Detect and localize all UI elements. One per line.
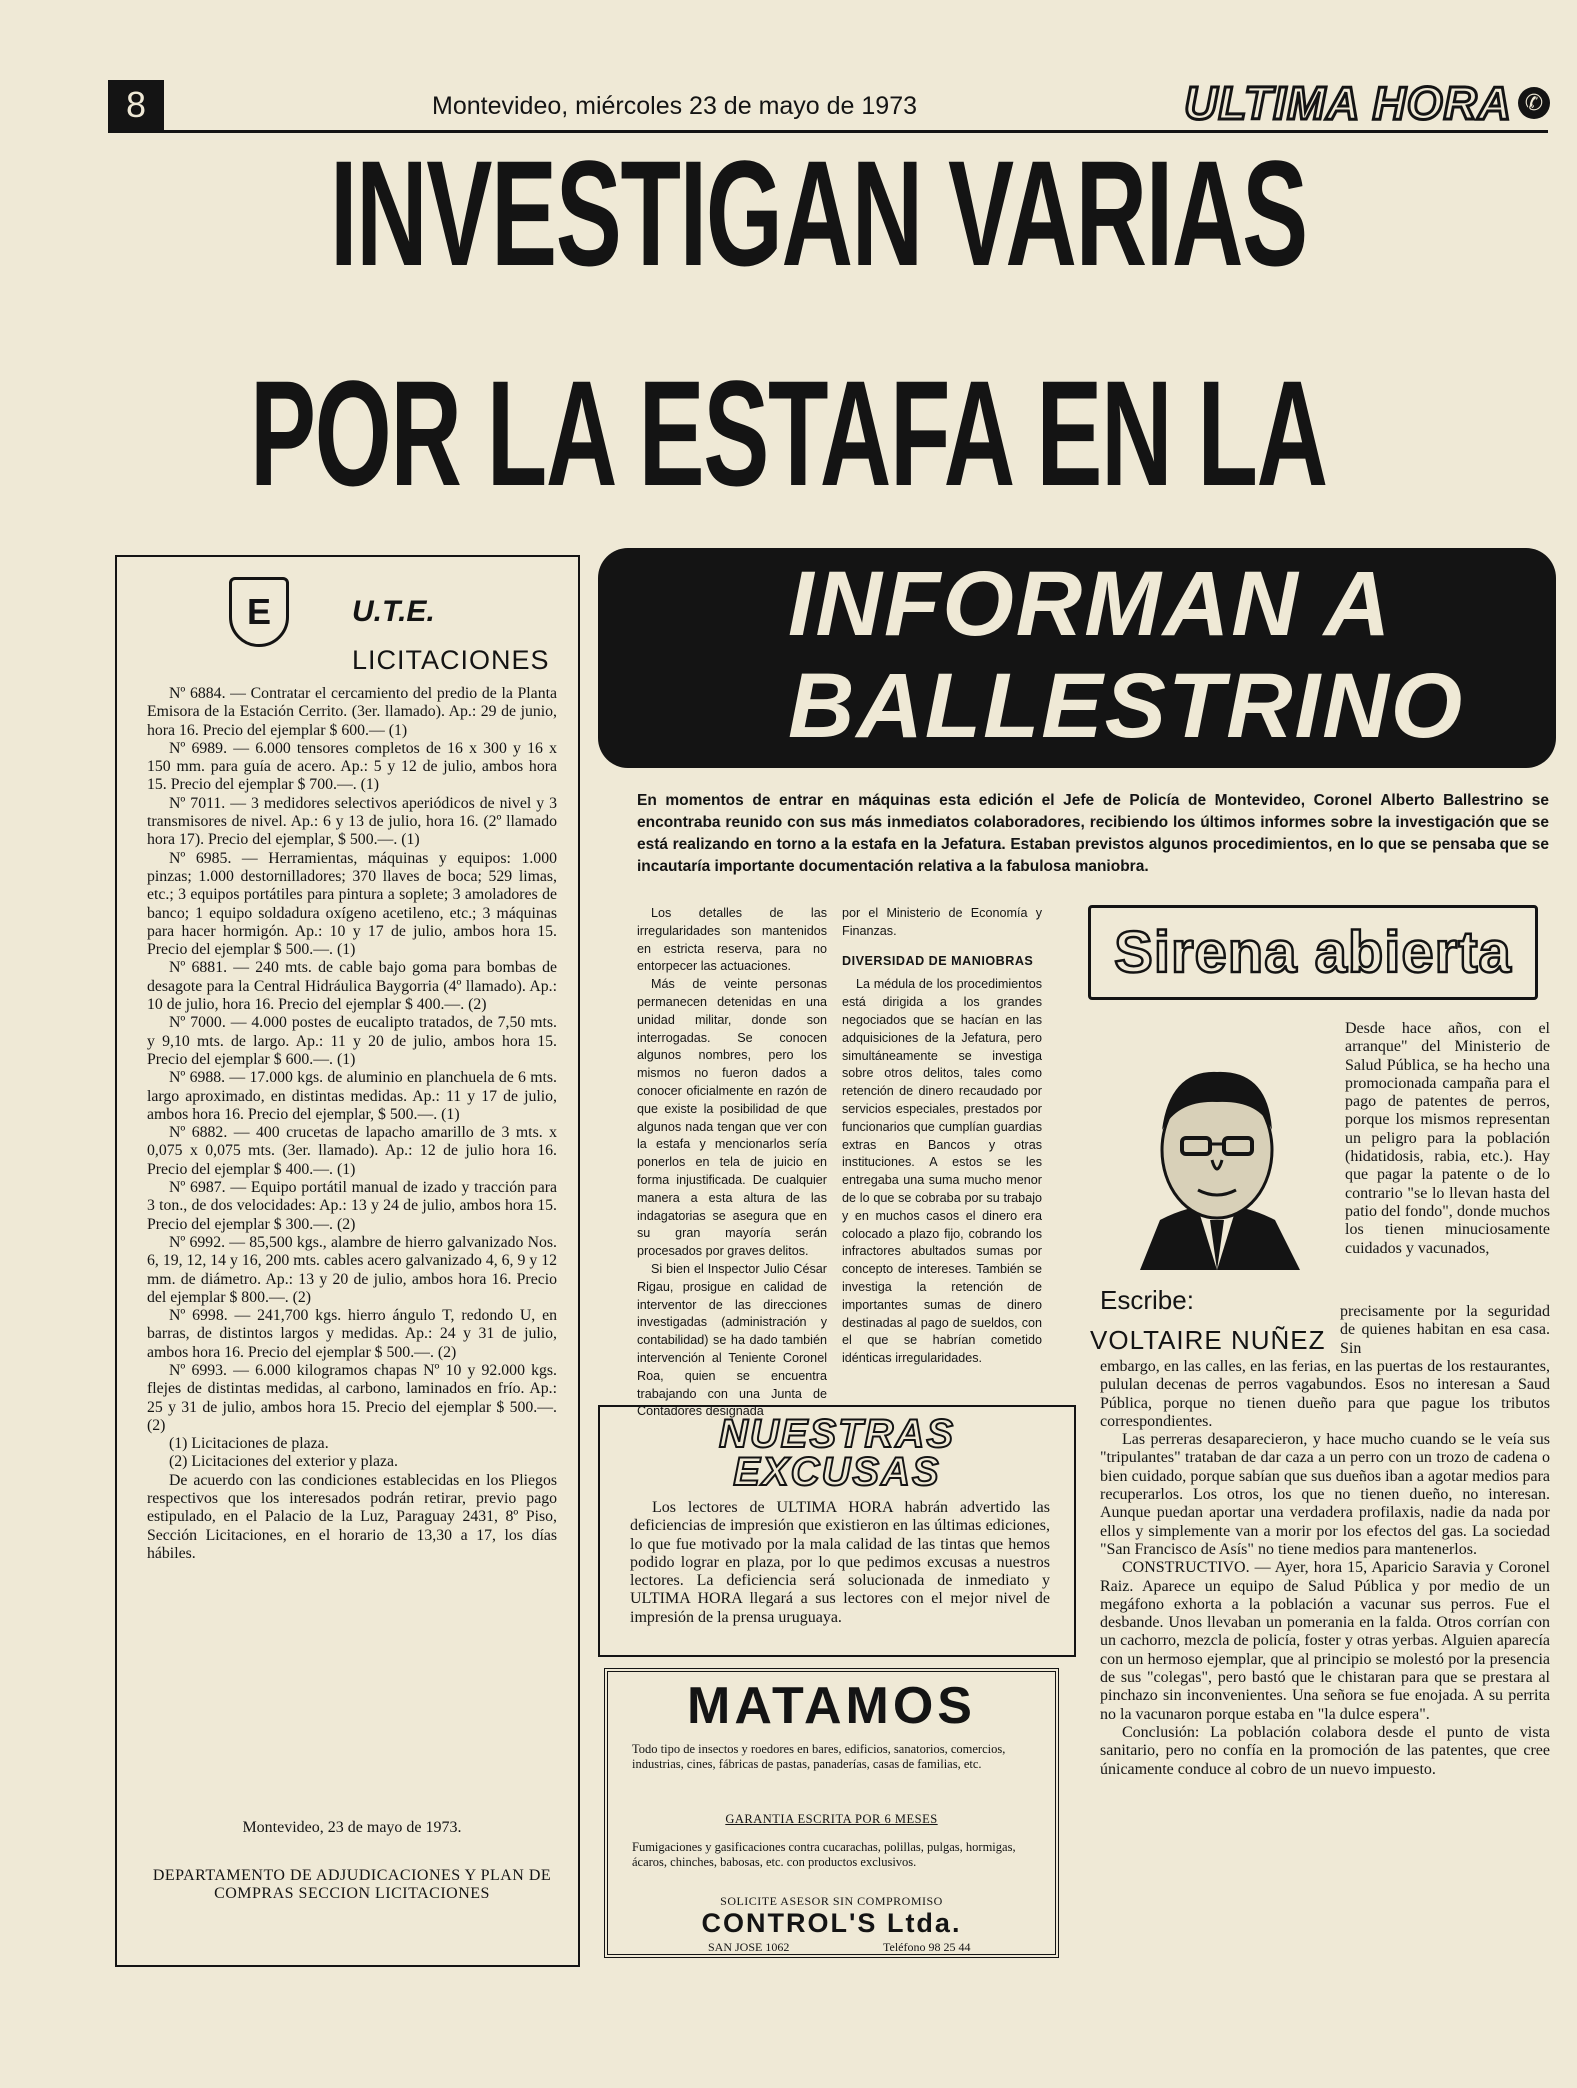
excusas-title-line-2: EXCUSAS (733, 1450, 941, 1494)
ute-item: Nº 7011. — 3 medidores selectivos aperiódicos de nivel y 3 transmisores de nivel. Ap.: 6 y 13 de julio, hora 16. (2º llamado hora 17). Precio del ejemplar, $ 500.—. (1) (147, 794, 557, 849)
ute-item: Nº 6998. — 241,700 kgs. hierro ángulo T, redondo U, en barras, de distintos largos y medidas. Ap.: 24 y 31 de julio, ambos hora 16. Precio del ejemplar $ 500.—. (2) (147, 1307, 557, 1361)
masthead (1165, 78, 1550, 128)
headline-line-2: POR LA ESTAFA EN LA (250, 349, 1327, 513)
article-paragraph: Las perreras desaparecieron, y hace mucho cuando se le veía sus "tripulantes" trataban de dar caza a un perro con un trozo de cadena o bien cuidado, porque sabían que sus dueños iban a agotar medios para recuperarlos. Los otros, los que no tienen dueño, no interesan. Aunque puedan aportar una verdadera profilaxis, nadie da nada por ellos y simplemente van a morir por los efectos del gas. La sociedad "San Francisco de Asís" no tiene medios para mantenerlos. (1100, 1431, 1550, 1558)
article-paragraph: CONSTRUCTIVO. — Ayer, hora 15, Aparicio Saravia y Coronel Raiz. Aparece un equipo de Salud Pública y por medio de un megáfono exhorta a la población a vacunar sus perros. Fue el desbande. Unos llevaban un pomerania en la falda. Otros corrían con un cachorro, mezcla de policía, foster y otras yerbas. Alguien aparecía con un hermoso ejemplar, que al principio se molestó por la presencia de sus "colegas", pero bastó que le chistaran para que se prestara al pinchazo sin inconvenientes. Una señora se fue enojada. A su perrita no la vacunaron porque estaba en "la dulce espera". (1100, 1559, 1550, 1723)
informan-lead: En momentos de entrar en máquinas esta edición el Jefe de Policía de Montevideo, Coronel Alberto Ballestrino se encontraba reunido con sus más inmediatos colaboradores, recibiendo los últimos informes sobre la investigación que se está realizando en torno a la estafa en la Jefatura. Estaban previstos algunos procedimientos, en lo que se pensaba que se incautaría importante documentación relativa a la fabulosa maniobra. (637, 792, 1549, 875)
sirena-intro-text: Desde hace años, con el arranque" del Ministerio de Salud Pública, se ha hecho una promocionada campaña para el pago de patentes de perros, porque los mismos representan un peligro para la población (hidatidosis, rabia, etc.). Hay que pagar la patente o de lo contrario "se lo llevan hasta del patio del fondo", donde muchos los tienen minuciosamente cuidados y vacunados, (1345, 1020, 1550, 1257)
ute-note: (1) Licitaciones de plaza. (169, 1435, 329, 1453)
ute-department: DEPARTAMENTO DE ADJUDICACIONES Y PLAN DE COMPRAS SECCION LICITACIONES (152, 1867, 552, 1902)
masthead-emblem-icon: ✆ (1518, 87, 1550, 119)
ad-guarantee: GARANTIA ESCRITA POR 6 MESES (725, 1812, 938, 1826)
excusas-title (600, 1412, 1074, 1494)
header-rule (108, 130, 1548, 133)
article-paragraph: por el Ministerio de Economía y Finanzas. (842, 906, 1042, 938)
dateline: Montevideo, miércoles 23 de mayo de 1973 (432, 92, 918, 120)
ute-item: Nº 6884. — Contratar el cercamiento del predio de la Planta Emisora de la Estación Cerrito. (3er. llamado). Ap.: 29 de junio, hora 16. Precio del ejemplar $ 600.— (1) (147, 685, 557, 739)
ute-item: Nº 6987. — Equipo portátil manual de izado y tracción para 3 ton., de dos velocidades: Ap.: 13 y 24 de julio, ambos hora 15. Precio del ejemplar $ 300.—. (2) (147, 1179, 557, 1233)
article-paragraph: Si bien el Inspector Julio César Rigau, prosigue en calidad de interventor de las direcciones investigadas (administración y contabilidad) se ha dado también intervención al Teniente Coronel Roa, quien se encuentra trabajando con una Junta de Contadores designada (637, 1261, 827, 1419)
main-headline (250, 138, 1550, 513)
matamos-ad (604, 1668, 1059, 1958)
ad-title: MATAMOS (687, 1677, 976, 1735)
article-paragraph: Los lectores de ULTIMA HORA habrán advertido las deficiencias de impresión que existieron en las últimas ediciones, lo que fue motivado por la mala calidad de las tintas que hemos podido lograr en plaza, por lo que pedimos excusas a nuestros lectores. La deficiencia será solucionada de inmediato y ULTIMA HORA llegará a sus lectores con el mejor nivel de impresión de la prensa uruguaya. (630, 1499, 1050, 1626)
ad-fumigation: Fumigaciones y gasificaciones contra cucarachas, polillas, pulgas, hormigas, ácaros, chinches, babosas, etc. con productos exclusivos. (632, 1840, 1016, 1869)
ute-item: Nº 6985. — Herramientas, máquinas y equipos: 1.000 pinzas; 1.000 destornilladores; 370 llaves de boca; 529 limas, etc.; 3 equipos portátiles para pintura a soplete; 3 amoladores de banco; 1 equipo soldadura oxígeno acetileno, etc.; 3 máquinas para hacer hormigón. Ap.: 10 y 17 de julio, ambos hora 15. Precio del ejemplar $ 500.—. (1) (147, 849, 557, 959)
nuestras-excusas-box (598, 1405, 1076, 1657)
sirena-wrap-text: precisamente por la seguridad de quienes habitan en esa casa. Sin (1340, 1303, 1550, 1357)
article-subhead: DIVERSIDAD DE MANIOBRAS (842, 953, 1034, 968)
page-number: 8 (108, 80, 164, 130)
informan-line-1: INFORMAN A (788, 553, 1393, 655)
masthead-logo-text: ULTIMA HORA (1184, 77, 1512, 129)
ute-item: Nº 6881. — 240 mts. de cable bajo goma para bombas de desagote para la Central Hidráulica Baygorria (4º llamado). Ap.: 10 de julio, hora 16. Precio del ejemplar $ 400.—. (2) (147, 959, 557, 1014)
excusas-title-line-1: NUESTRAS (718, 1412, 956, 1456)
ute-logo-icon: E (229, 577, 289, 647)
ute-note: (2) Licitaciones del exterior y plaza. (169, 1453, 398, 1471)
ute-date: Montevideo, 23 de mayo de 1973. (242, 1819, 462, 1836)
article-paragraph: Más de veinte personas permanecen detenidas en una unidad militar, donde son interrogadas. Se conocen algunos nombres, pero los mismos no fueron dados a conocer oficialmente en razón de que existe la posibilidad de que algunos nada tengan que ver con la estafa y mencionarlos sería ponerlos en tela de juicio en forma injustificada. De cualquier manera a esta altura de las indagatorias se asegura que en su gran mayoría serán procesados por graves delitos. (637, 977, 827, 1259)
excusas-body (630, 1499, 1050, 1627)
ad-company: CONTROL'S Ltda. (701, 1908, 962, 1938)
sirena-abierta-title-box (1088, 905, 1538, 1000)
byline-author: VOLTAIRE NUÑEZ (1090, 1325, 1326, 1355)
article-paragraph: embargo, en las calles, en las ferias, en las puertas de los restaurantes, pululan decenas de perros vagabundos. Esos no interesan a Saud Pública, porque no tienen dueño para que pague los tributos correspondientes. (1100, 1358, 1550, 1430)
informan-column-2 (842, 905, 1042, 1368)
ute-conditions: De acuerdo con las condiciones establecidas en los Pliegos respectivos que los interesados podrán retirar, previo pago estipulado, en el Palacio de la Luz, Paraguay 2431, 8º Piso, Sección Licitaciones, en el horario de 13,30 a 17, los días hábiles. (147, 1471, 557, 1562)
ad-address: SAN JOSE 1062 (708, 1940, 790, 1954)
ute-title: U.T.E. (352, 595, 435, 628)
ute-item: Nº 7000. — 4.000 postes de eucalipto tratados, de 7,50 mts. y 9,10 mts. de largo. Ap.: 11 y 20 de julio, ambos hora 15. Precio del ejemplar $ 600.—. (1) (147, 1014, 557, 1068)
ute-item: Nº 6992. — 85,500 kgs., alambre de hierro galvanizado Nos. 6, 19, 12, 14 y 16, 200 mts. cables acero galvanizado 4, 6, 9 y 12 mm. de diámetro. Ap.: 13 y 20 de julio, ambos hora 16. Precio del ejemplar $ 800.—. (2) (147, 1233, 557, 1306)
article-paragraph: La médula de los procedimientos está dirigida a los grandes negociados que se hacían en las adquisiciones de la Jefatura, pero simultáneamente se investiga sobre otros delitos, tales como retención de dinero recaudado por servicios especiales, prestados por funcionarios que cumplían guardias extras en Bancos y otras instituciones. A estos se les entregaba una suma mucho menor de lo que se cobraba por su trabajo y en muchos casos el dinero era colocado a plazo fijo, cobrando los infractores abultados sumas por concepto de intereses. También se investiga la retención de importantes sumas de dinero destinadas al pago de sueldos, con el que se habrían cometido idénticas irregularidades. (842, 977, 1042, 1366)
informan-line-2: BALLESTRINO (788, 655, 1465, 757)
ute-subtitle: LICITACIONES (352, 645, 550, 675)
ute-licitaciones-ad (115, 555, 580, 1967)
ad-body: Todo tipo de insectos y roedores en bares, edificios, sanatorios, comercios, industrias, cines, fábricas de pastas, panaderías, casas de familias, etc. (632, 1742, 1006, 1771)
sirena-body (1100, 1358, 1550, 1779)
article-paragraph: Los detalles de las irregularidades son mantenidos en estricta reserva, para no entorpecer las actuaciones. (637, 906, 827, 974)
ute-item: Nº 6993. — 6.000 kilogramos chapas Nº 10 y 92.000 kgs. flejes de distintas medidas, al carbono, laminados en frío. Ap.: 25 y 31 de julio, ambos hora 15. Precio del ejemplar $ 500.—. (2) (147, 1361, 557, 1434)
article-paragraph: Conclusión: La población colabora desde el punto de vista sanitario, pero no confía en la promoción de las patentes, que cree únicamente conduce al cobro de un nuevo impuesto. (1100, 1723, 1550, 1778)
headline-line-1: INVESTIGAN VARIAS (330, 138, 1307, 297)
ute-item: Nº 6989. — 6.000 tensores completos de 16 x 300 y 16 x 150 mm. para guía de acero. Ap.: 5 y 12 de julio, ambos hora 15. Precio del ejemplar $ 700.—. (1) (147, 739, 557, 794)
informan-column-1 (637, 905, 827, 1421)
informan-headline-box (598, 548, 1556, 768)
sirena-title: Sirena abierta (1114, 920, 1512, 985)
ute-item: Nº 6882. — 400 crucetas de lapacho amarillo de 3 mts. x 0,075 x 0,075 mts. (3er. llamado). Ap.: 12 de julio hora 16. Precio del ejemplar $ 400.—. (1) (147, 1124, 557, 1178)
ad-phone: Teléfono 98 25 44 (883, 1940, 971, 1954)
author-photo (1100, 1030, 1335, 1270)
ute-item: Nº 6988. — 17.000 kgs. de aluminio en planchuela de 6 mts. largo aproximado, en distintas medidas. Ap.: 11 y 17 de julio, ambos hora 16. Precio del ejemplar, $ 500.—. (1) (147, 1069, 557, 1123)
byline-label: Escribe: (1100, 1285, 1194, 1315)
ute-items (147, 685, 557, 1563)
ad-solicit: SOLICITE ASESOR SIN COMPROMISO (720, 1894, 943, 1908)
